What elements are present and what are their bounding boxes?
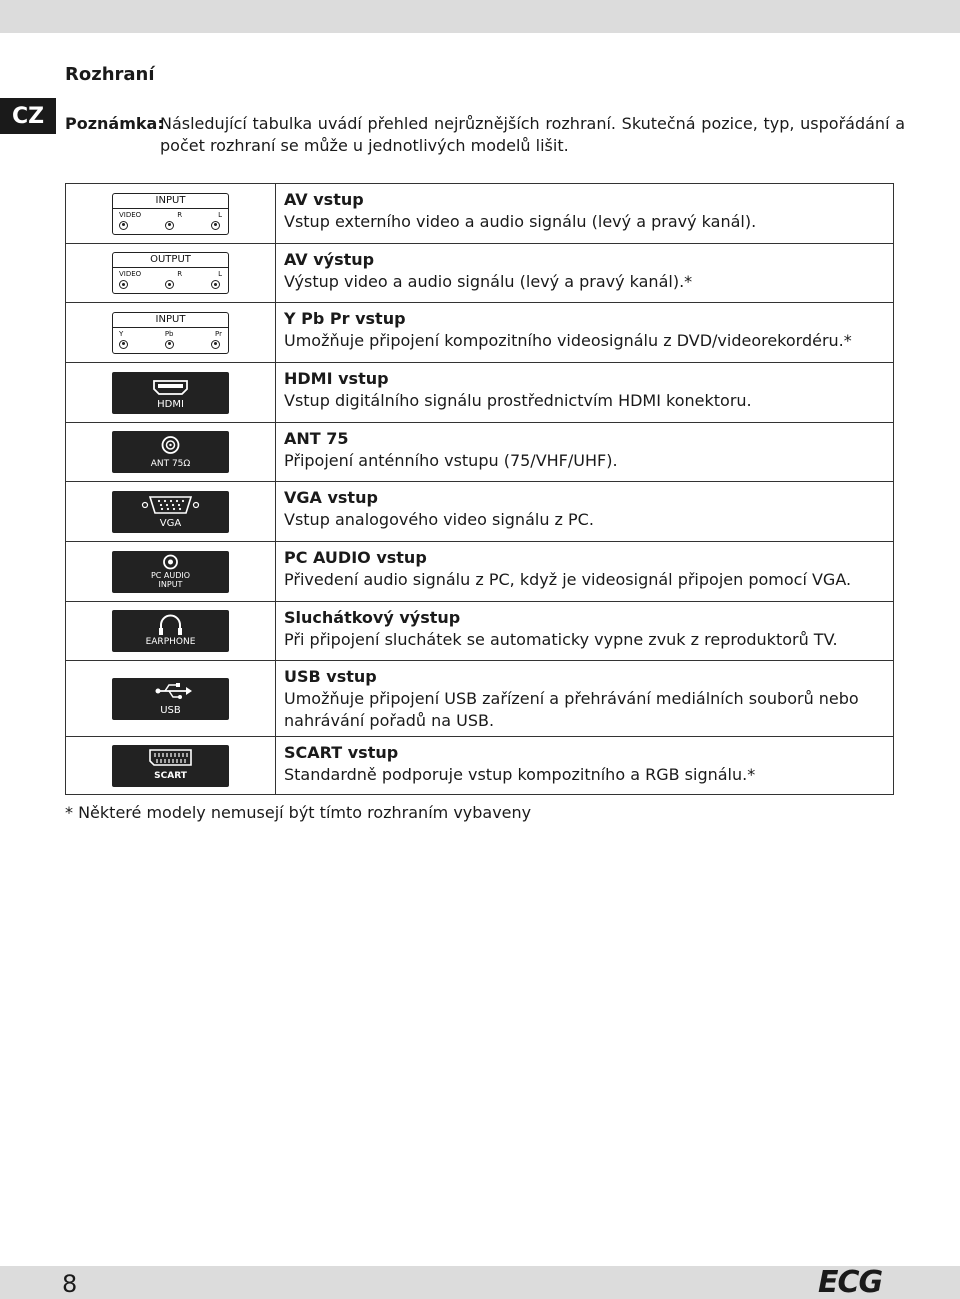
section-title: Rozhraní — [65, 64, 155, 85]
table-row — [66, 542, 894, 602]
table-row — [66, 363, 894, 423]
antenna-port-icon: ANT 75Ω — [112, 431, 229, 473]
top-band — [0, 0, 960, 33]
row-description: Vstup externího video a audio signálu (levý a pravý kanál). — [284, 212, 757, 231]
ypbpr-input-panel-icon: INPUT Y Pb Pr — [112, 312, 229, 354]
row-title: AV vstup — [284, 190, 364, 209]
scart-port-icon: SCART — [112, 745, 229, 787]
language-tab: CZ — [0, 98, 56, 134]
vga-port-icon: VGA — [112, 491, 229, 533]
table-row — [66, 244, 894, 303]
table-row — [66, 482, 894, 542]
row-title: ANT 75 — [284, 429, 349, 448]
row-title: Y Pb Pr vstup — [284, 309, 406, 328]
table-row — [66, 661, 894, 737]
av-output-panel-icon: OUTPUT VIDEO R L — [112, 252, 229, 294]
table-row — [66, 184, 894, 244]
row-description: Při připojení sluchátek se automaticky vypne zvuk z reproduktorů TV. — [284, 630, 838, 649]
row-description: Umožňuje připojení kompozitního videosignálu z DVD/videorekordéru.* — [284, 331, 852, 350]
note — [65, 113, 905, 157]
row-title: VGA vstup — [284, 488, 378, 507]
row-title: PC AUDIO vstup — [284, 548, 427, 567]
table-row — [66, 602, 894, 661]
note-label: Poznámka: — [65, 114, 164, 133]
row-title: AV výstup — [284, 250, 375, 269]
interface-table — [65, 183, 894, 795]
row-description: Standardně podporuje vstup kompozitního a RGB signálu.* — [284, 765, 756, 784]
table-row — [66, 303, 894, 363]
note-text: Následující tabulka uvádí přehled nejrůznějších rozhraní. Skutečná pozice, typ, uspořádání a počet rozhraní se může u jednotlivých modelů lišit. — [160, 114, 905, 155]
page-number: 8 — [62, 1270, 78, 1298]
row-description: Připojení anténního vstupu (75/VHF/UHF). — [284, 451, 618, 470]
row-title: Sluchátkový výstup — [284, 608, 461, 627]
table-row — [66, 737, 894, 795]
hdmi-port-icon: HDMI — [112, 372, 229, 414]
table-row — [66, 423, 894, 482]
row-title: HDMI vstup — [284, 369, 389, 388]
footnote: * Některé modely nemusejí být tímto rozhraním vybaveny — [65, 803, 532, 822]
row-description: Výstup video a audio signálu (levý a pravý kanál).* — [284, 272, 693, 291]
row-title: USB vstup — [284, 667, 377, 686]
row-description: Vstup digitálního signálu prostřednictvím HDMI konektoru. — [284, 391, 752, 410]
bottom-band — [0, 1266, 960, 1299]
pc-audio-port-icon: PC AUDIO INPUT — [112, 551, 229, 593]
usb-port-icon: USB — [112, 678, 229, 720]
row-description: Umožňuje připojení USB zařízení a přehrávání mediálních souborů nebo nahrávání pořadů na USB. — [284, 689, 859, 730]
row-description: Vstup analogového video signálu z PC. — [284, 510, 594, 529]
row-title: SCART vstup — [284, 743, 399, 762]
av-input-panel-icon: INPUT VIDEO R L — [112, 193, 229, 235]
ecg-logo: ECG — [818, 1265, 883, 1299]
headphone-port-icon: EARPHONE — [112, 610, 229, 652]
row-description: Přivedení audio signálu z PC, když je videosignál připojen pomocí VGA. — [284, 570, 852, 589]
